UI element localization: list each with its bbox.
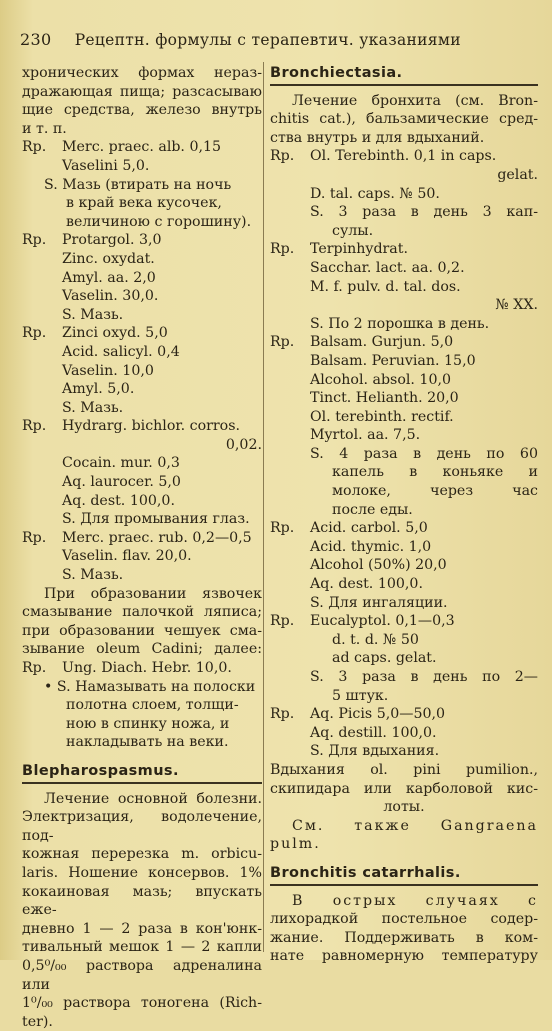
rx-line: Protargol. 3,0	[62, 232, 162, 249]
prescription	[22, 324, 262, 417]
rx-line: D. tal. caps. № 50.	[310, 185, 440, 202]
rx-line: Hydrarg. bichlor. corros.	[62, 418, 241, 435]
prescription	[22, 417, 262, 529]
rx-signa: 5 штук.	[332, 687, 389, 704]
text-line: Вдыхания ol. pini pumilion.,	[270, 761, 538, 778]
text-line: кожная перерезка m. orbicu-	[22, 846, 262, 863]
rx-line: Ung. Diach. Hebr. 10,0.	[62, 660, 232, 676]
rx-line: Ol. Terebinth. 0,1 in caps.	[310, 148, 497, 165]
prescription	[270, 333, 538, 519]
text-line: зывание oleum Cadini; далее:	[22, 641, 262, 658]
rx-label: Rp.	[270, 520, 295, 537]
text-line: дневно 1 — 2 раза в кон'юнк-	[22, 920, 262, 937]
prescription	[270, 240, 538, 333]
rx-line: Eucalyptol. 0,1—0,3	[310, 613, 455, 630]
rx-line: gelat.	[497, 166, 538, 183]
rx-signa: S. Для промывания глаз.	[62, 511, 250, 528]
rx-label: Rp.	[22, 232, 47, 249]
text-line: Лечение бронхита (см. Bron-	[292, 92, 538, 109]
text-line: при образовании чешуек сма-	[22, 622, 262, 639]
rx-signa: S. Мазь.	[62, 567, 124, 584]
text-line: лоты.	[383, 799, 425, 816]
rx-line: Merc. praec. alb. 0,15	[62, 139, 222, 156]
rx-label: Rp.	[270, 334, 295, 351]
rx-line: Myrtol. aa. 7,5.	[310, 427, 421, 444]
rx-label: Rp.	[270, 706, 295, 723]
rx-line: Cocain. mur. 0,3	[62, 455, 180, 472]
rx-line: Aq. dest. 100,0.	[62, 492, 175, 509]
text-line: Лечение основной болезни.	[44, 790, 262, 807]
rx-line: № XX.	[495, 297, 538, 314]
text-line: дражающая пища; разсасываю	[22, 83, 262, 100]
running-title: Рецептн. формулы с терапевтич. указаниями	[74, 31, 461, 49]
rx-label: Rp.	[22, 139, 47, 156]
text-line: laris. Ношение консервов. 1%	[22, 864, 262, 881]
text-line: тивальный мешок 1 — 2 капли	[22, 939, 262, 956]
see-also-line: См. также Gangraena	[292, 817, 538, 834]
right-column	[270, 64, 538, 966]
prescription	[22, 138, 262, 175]
rx-line: Sacchar. lact. aa. 0,2.	[310, 259, 465, 276]
rx-label: Rp.	[270, 148, 295, 165]
rx-line: Vaselini 5,0.	[62, 157, 150, 174]
section-heading: Bronchiectasia.	[270, 64, 538, 86]
text-line: ства внутрь и для вдыханий.	[270, 129, 485, 146]
see-also-line: pulm.	[270, 836, 321, 853]
left-column	[22, 64, 262, 1031]
prescription	[270, 612, 538, 705]
rx-line: Amyl. 5,0.	[62, 381, 135, 398]
section-heading: Bronchitis catarrhalis.	[270, 864, 538, 886]
rx-signa: капель в коньяке и	[332, 464, 538, 481]
rx-label: Rp.	[22, 529, 47, 546]
prescription	[22, 529, 262, 585]
rx-signa: S. Мазь.	[62, 399, 124, 416]
text-line: Электризация, водолечение, под-	[22, 809, 262, 844]
rx-signa: S. 3 раза в день по 2—	[310, 669, 538, 685]
rx-line: Acid. carbol. 5,0	[310, 520, 428, 537]
rx-signa: сулы.	[332, 222, 374, 239]
prescription	[270, 519, 538, 612]
rx-line: Zinc. oxydat.	[62, 250, 155, 267]
rx-label: Rp.	[22, 660, 47, 676]
rx-signa: накладывать на веки.	[66, 734, 229, 751]
rx-line: Aq. laurocer. 5,0	[62, 474, 181, 491]
rx-line: d. t. d. № 50	[332, 631, 419, 648]
rx-line: Aq. Picis 5,0—50,0	[310, 706, 446, 723]
text-line: щие средства, железо внутрь	[22, 102, 262, 119]
rx-line: M. f. pulv. d. tal. dos.	[310, 278, 461, 295]
rx-signa: величиною с горошину).	[66, 213, 252, 230]
text-line: ter).	[22, 1013, 53, 1030]
rx-label: Rp.	[270, 613, 295, 630]
rx-signa: S. Для вдыхания.	[310, 743, 440, 760]
text-line: скипидара или карболовой кис-	[270, 780, 538, 797]
text-line: При образовании язвочек	[44, 585, 262, 602]
rx-signa: S. По 2 порошка в день.	[310, 315, 490, 332]
text-line: жание. Поддерживать в ком-	[270, 929, 538, 946]
rx-line: Aq. dest. 100,0.	[310, 576, 423, 593]
rx-line: Amyl. aa. 2,0	[62, 269, 156, 286]
rx-label: Rp.	[270, 241, 295, 258]
text-line: нате равномерную температуру	[270, 948, 538, 965]
text-line: и т. п.	[22, 120, 67, 137]
rx-signa: молоке, через час	[332, 483, 538, 500]
rx-label: Rp.	[22, 418, 47, 435]
rx-line: 0,02.	[225, 436, 262, 453]
section-heading: Blepharospasmus.	[22, 762, 262, 784]
column-divider	[263, 62, 264, 952]
rx-signa: ною в спинку ножа, и	[66, 715, 230, 732]
rx-signa: S. 3 раза в день 3 кап-	[310, 204, 538, 221]
rx-signa: полотна слоем, толщи-	[66, 697, 239, 714]
text-line: В острых случаях с	[292, 892, 538, 909]
rx-line: ad caps. gelat.	[332, 650, 437, 667]
text-line: смазывание палочкой ляписа;	[22, 604, 262, 621]
rx-line: Ol. terebinth. rectif.	[310, 408, 454, 425]
rx-line: Vaselin. 10,0	[62, 362, 154, 379]
rx-signa: S. Мазь.	[62, 306, 124, 323]
prescription	[270, 705, 538, 761]
rx-signa: S. Для ингаляции.	[310, 594, 448, 611]
prescription	[22, 659, 262, 678]
rx-signa: в край века кусочек,	[66, 195, 222, 212]
rx-line: Merc. praec. rub. 0,2—0,5	[62, 529, 252, 546]
rx-line: Balsam. Peruvian. 15,0	[310, 352, 476, 369]
rx-line: Acid. salicyl. 0,4	[62, 343, 180, 360]
rx-line: Alcohol (50%) 20,0	[310, 557, 447, 574]
rx-signa: S. Мазь (втирать на ночь	[44, 176, 232, 193]
rx-label: Rp.	[22, 325, 47, 342]
rx-line: Zinci oxyd. 5,0	[62, 325, 168, 342]
page-number: 230	[20, 30, 52, 49]
text-line: 1⁰/₀₀ раствора тоногена (Rich-	[22, 995, 262, 1012]
rx-signa: • S. Намазывать на полоски	[44, 678, 256, 695]
rx-signa: после еды.	[332, 501, 413, 518]
text-line: хронических формах нераз-	[22, 65, 262, 81]
text-line: 0,5⁰/₀₀ раствора адреналина или	[22, 957, 262, 993]
text-line: лихорадкой постельное содер-	[270, 911, 538, 928]
rx-line: Tinct. Helianth. 20,0	[310, 390, 459, 407]
rx-line: Vaselin. flav. 20,0.	[62, 548, 192, 565]
text-line: кокаиновая мазь; впускать еже-	[22, 883, 262, 919]
text-line: chitis cat.), бальзамические сред-	[270, 111, 538, 128]
rx-line: Balsam. Gurjun. 5,0	[310, 334, 454, 351]
rx-line: Vaselin. 30,0.	[62, 288, 159, 305]
page-header	[20, 30, 540, 49]
prescription	[270, 147, 538, 240]
rx-line: Terpinhydrat.	[310, 241, 408, 258]
rx-line: Acid. thymic. 1,0	[310, 538, 432, 555]
prescription	[22, 231, 262, 324]
rx-signa: S. 4 раза в день по 60	[310, 445, 538, 462]
rx-line: Aq. destill. 100,0.	[310, 724, 437, 741]
rx-line: Alcohol. absol. 10,0	[310, 371, 452, 388]
